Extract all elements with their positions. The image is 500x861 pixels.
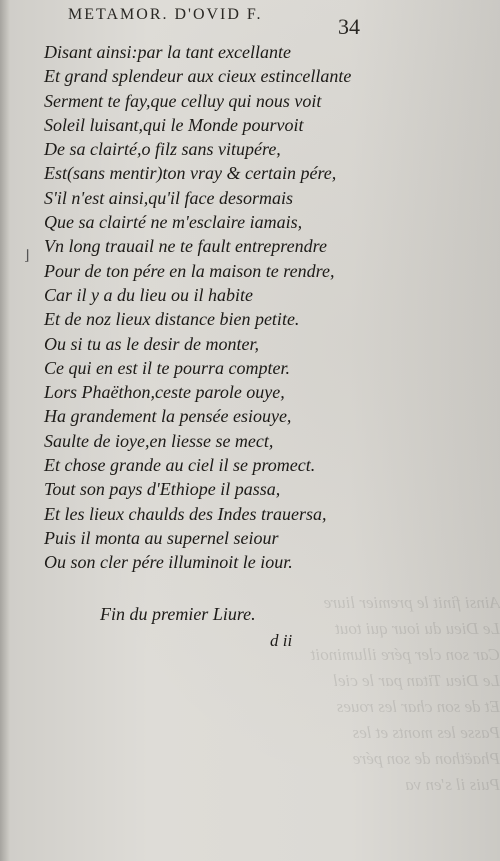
verse-line: Puis il monta au supernel seiour (44, 527, 279, 548)
verse-line: Pour de ton pére en la maison te rendre, (44, 260, 335, 281)
gutter-shadow (0, 0, 10, 861)
verse-line: Soleil luisant,qui le Monde pourvoit (44, 114, 304, 135)
margin-bracket-mark: ⌋ (24, 249, 30, 264)
verse-line: Vn long trauail ne te fault entreprendre (44, 236, 327, 257)
verse-line: Ce qui en est il te pourra compter. (44, 357, 290, 378)
verse-line: Ou son cler pére illuminoit le iour. (44, 552, 293, 573)
verse-line: Saulte de ioye,en liesse se mect, (44, 430, 274, 451)
verse-line: De sa clairté,o filz sans vitupére, (44, 139, 281, 160)
verse-line: Serment te fay,que celluy qui nous voit (44, 90, 322, 111)
verse-line: S'il n'est ainsi,qu'il face desormais (44, 187, 294, 208)
verse-line: Et grand splendeur aux cieux estincellante (44, 66, 352, 87)
verse-line: Et chose grande au ciel il se promect. (44, 455, 316, 476)
show-through-text: Ainsi finit le premier liure Le Dieu du iour qui tout Car son cler pére illuminoit Le Dieu Titan par le ciel Et de son char les roues Passe les monts et les Phaëthon de son pére Puis il s'en va (310, 593, 500, 794)
page-number: 34 (338, 14, 360, 39)
verse-line: Disant ainsi:par la tant excellante (44, 42, 291, 62)
running-head: METAMOR. D'OVID F. (68, 6, 263, 23)
verse-line: Et de noz lieux distance bien petite. (44, 309, 300, 330)
verse-line: Que sa clairté ne m'esclaire iamais, (44, 212, 303, 233)
book-end-text: Fin du premier Liure. (100, 604, 256, 624)
verse-line: Tout son pays d'Ethiope il passa, (44, 479, 281, 500)
verse-line: Ha grandement la pensée esiouye, (44, 406, 292, 427)
signature-mark: d ii (270, 631, 293, 650)
verse-block (44, 40, 351, 575)
verse-line: Est(sans mentir)ton vray & certain pére, (44, 163, 337, 184)
verse-line: Car il y a du lieu ou il habite (44, 284, 253, 305)
verse-line: Et les lieux chaulds des Indes trauersa, (44, 503, 327, 524)
verse-line: Ou si tu as le desir de monter, (44, 333, 259, 354)
verse-line: Lors Phaëthon,ceste parole ouye, (44, 382, 285, 403)
